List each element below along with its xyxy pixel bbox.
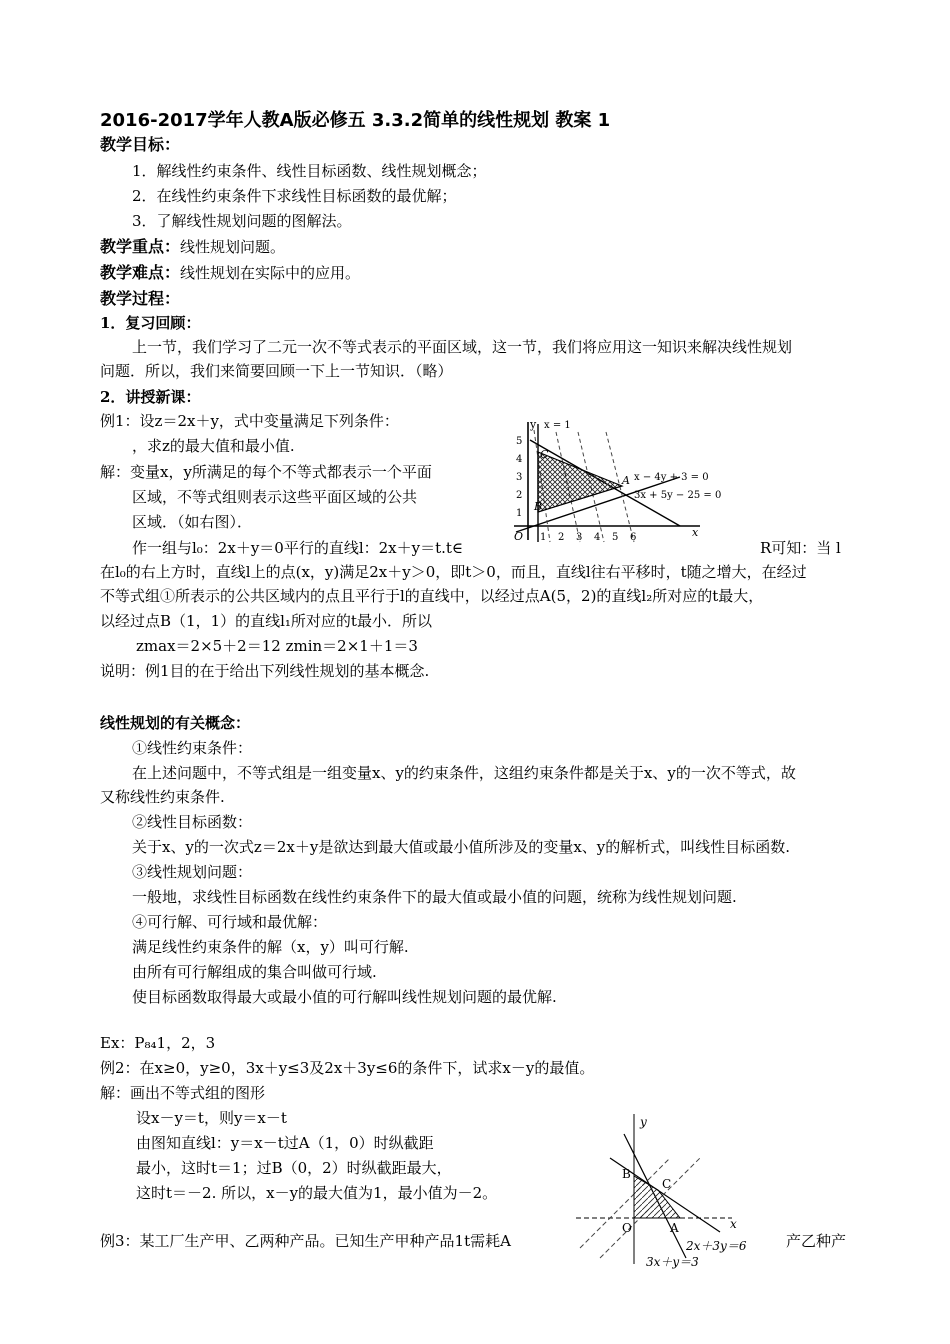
figure-2-graph [570,1108,770,1270]
example2-line: 这时t＝－2. 所以，x－y的最大值为1，最小值为－2。 [136,1184,498,1202]
example3-line-right: 产乙种产 [786,1232,847,1250]
x-tick: 1 [540,532,547,543]
x-tick-labels [540,532,636,543]
concept-line: ②线性目标函数： [132,813,253,831]
new-lesson-heading: 2．讲授新课： [100,388,201,406]
example1-line: ，求z的最大值和最小值. [132,437,295,455]
y-axis-label: y [640,1115,647,1129]
example1-line: R可知：当 l [760,539,841,557]
example1-line: 区域．（如右图）． [132,513,253,531]
concepts-heading: 线性规划的有关概念： [100,714,251,732]
example2-line: 由图知直线l：y＝x－t过A（1，0）时纵截距 [136,1134,434,1152]
y-tick-labels [516,436,522,519]
feasible-region [538,452,622,512]
example1-line: 作一组与l₀：2x＋y＝0平行的直线l：2x＋y＝t.t∈ [132,539,464,557]
example1-line: 区域，不等式组则表示这些平面区域的公共 [132,488,418,506]
process-heading: 教学过程： [100,289,181,308]
y-tick: 2 [516,490,523,501]
review-heading: 1．复习回顾： [100,314,201,332]
x-axis-label: x [730,1217,737,1231]
example2-line: 例2：在x≥0，y≥0，3x＋y≤3及2x＋3y≤6的条件下，试求x－y的最值。 [100,1059,595,1077]
review-line: 上一节，我们学习了二元一次不等式表示的平面区域，这一节，我们将应用这一知识来解决线性规划 [132,338,793,356]
point-a-label: A [622,474,630,487]
example2-line: 设x－y＝t，则y＝x－t [136,1109,287,1127]
point-b-label: B [622,1167,631,1181]
example1-line: 例1：设z＝2x＋y，式中变量满足下列条件： [100,412,399,430]
concept-line: 满足线性约束条件的解（x，y）叫可行解. [132,938,409,956]
x-tick: 4 [594,532,601,543]
example3-line: 例3：某工厂生产甲、乙两种产品。已知生产甲种产品1t需耗A [100,1232,511,1250]
point-c-label: C [540,448,549,461]
example1-extrema: zmax＝2×5＋2＝12 zmin＝2×1＋1＝3 [136,637,418,655]
goal-item: 2．在线性约束条件下求线性目标函数的最优解； [132,187,457,205]
y-tick: 4 [516,454,523,465]
origin-label: O [514,530,524,543]
example1-line: 解：变量x，y所满足的每个不等式都表示一个平面 [100,463,432,481]
goal-item: 3．了解线性规划问题的图解法。 [132,212,352,230]
key-point [100,236,285,258]
concept-line: 一般地，求线性目标函数在线性约束条件下的最大值或最小值的问题，统称为线性规划问题. [132,888,737,906]
y-tick: 5 [516,436,523,447]
point-b-label: B [534,500,543,513]
y-axis-label: y [530,418,537,431]
concept-line: 使目标函数取得最大或最小值的可行解叫线性规划问题的最优解. [132,988,557,1006]
x-tick: 6 [630,532,637,543]
x-tick: 2 [558,532,565,543]
origin-label: O [622,1221,632,1235]
example2-line: 最小，这时t＝1；过B（0，2）时纵截距最大， [136,1159,452,1177]
example1-note: 说明：例1目的在于给出下列线性规划的基本概念. [100,662,430,680]
concept-line: 又称线性约束条件. [100,788,225,806]
example1-line: 不等式组①所表示的公共区域内的点且平行于l的直线中，以经过点A(5，2)的直线l₂所对应的t最大， [100,587,764,605]
difficulty [100,262,360,284]
x-tick: 5 [612,532,619,543]
label-line-3x-y: 3x＋y＝3 [646,1255,699,1269]
concept-line: ①线性约束条件： [132,739,253,757]
concept-line: ④可行解、可行域和最优解： [132,913,328,931]
feasible-region [634,1176,680,1218]
x-axis-label: x [692,526,699,539]
concept-line: ③线性规划问题： [132,863,253,881]
example2-line: 解：画出不等式组的图形 [100,1084,266,1102]
concept-line: 由所有可行解组成的集合叫做可行域. [132,963,377,981]
example1-line: 在l₀的右上方时，直线l上的点(x，y)满足2x＋y＞0，即t＞0，而且，直线l往右平移时，t随之增大，在经过 [100,563,807,581]
example1-line: 以经过点B（1，1）的直线l₁所对应的t最小．所以 [100,612,432,630]
key-point-text: 线性规划问题。 [180,238,286,256]
key-point-label: 教学重点： [100,237,181,256]
y-tick: 1 [516,508,523,519]
exercise-line: Ex：P₈₄1，2，3 [100,1034,216,1052]
goal-item: 1．解线性约束条件、线性目标函数、线性规划概念； [132,162,487,180]
point-c-label: C [662,1177,672,1191]
label-x-1: x = 1 [544,420,571,431]
label-line-1: x − 4y + 3 = 0 [634,472,709,483]
figure-1-graph [500,412,740,552]
x-tick: 3 [576,532,583,543]
review-line: 问题．所以，我们来简要回顾一下上一节知识．（略） [100,362,453,380]
goals-heading: 教学目标： [100,135,181,154]
difficulty-text: 线性规划在实际中的应用。 [180,264,361,282]
difficulty-label: 教学难点： [100,263,181,282]
point-a-label: A [670,1221,679,1235]
y-tick: 3 [516,472,523,483]
concept-line: 关于x、y的一次式z＝2x＋y是欲达到最大值或最小值所涉及的变量x、y的解析式，叫线性目标函数. [132,838,791,856]
label-line-2: 3x + 5y − 25 = 0 [634,490,722,501]
concept-line: 在上述问题中，不等式组是一组变量x、y的约束条件，这组约束条件都是关于x、y的一次不等式，故 [132,764,796,782]
document-title: 2016-2017学年人教A版必修五 3.3.2简单的线性规划 教案 1 [100,110,611,131]
label-line-2x-3y: 2x＋3y＝6 [686,1239,747,1253]
